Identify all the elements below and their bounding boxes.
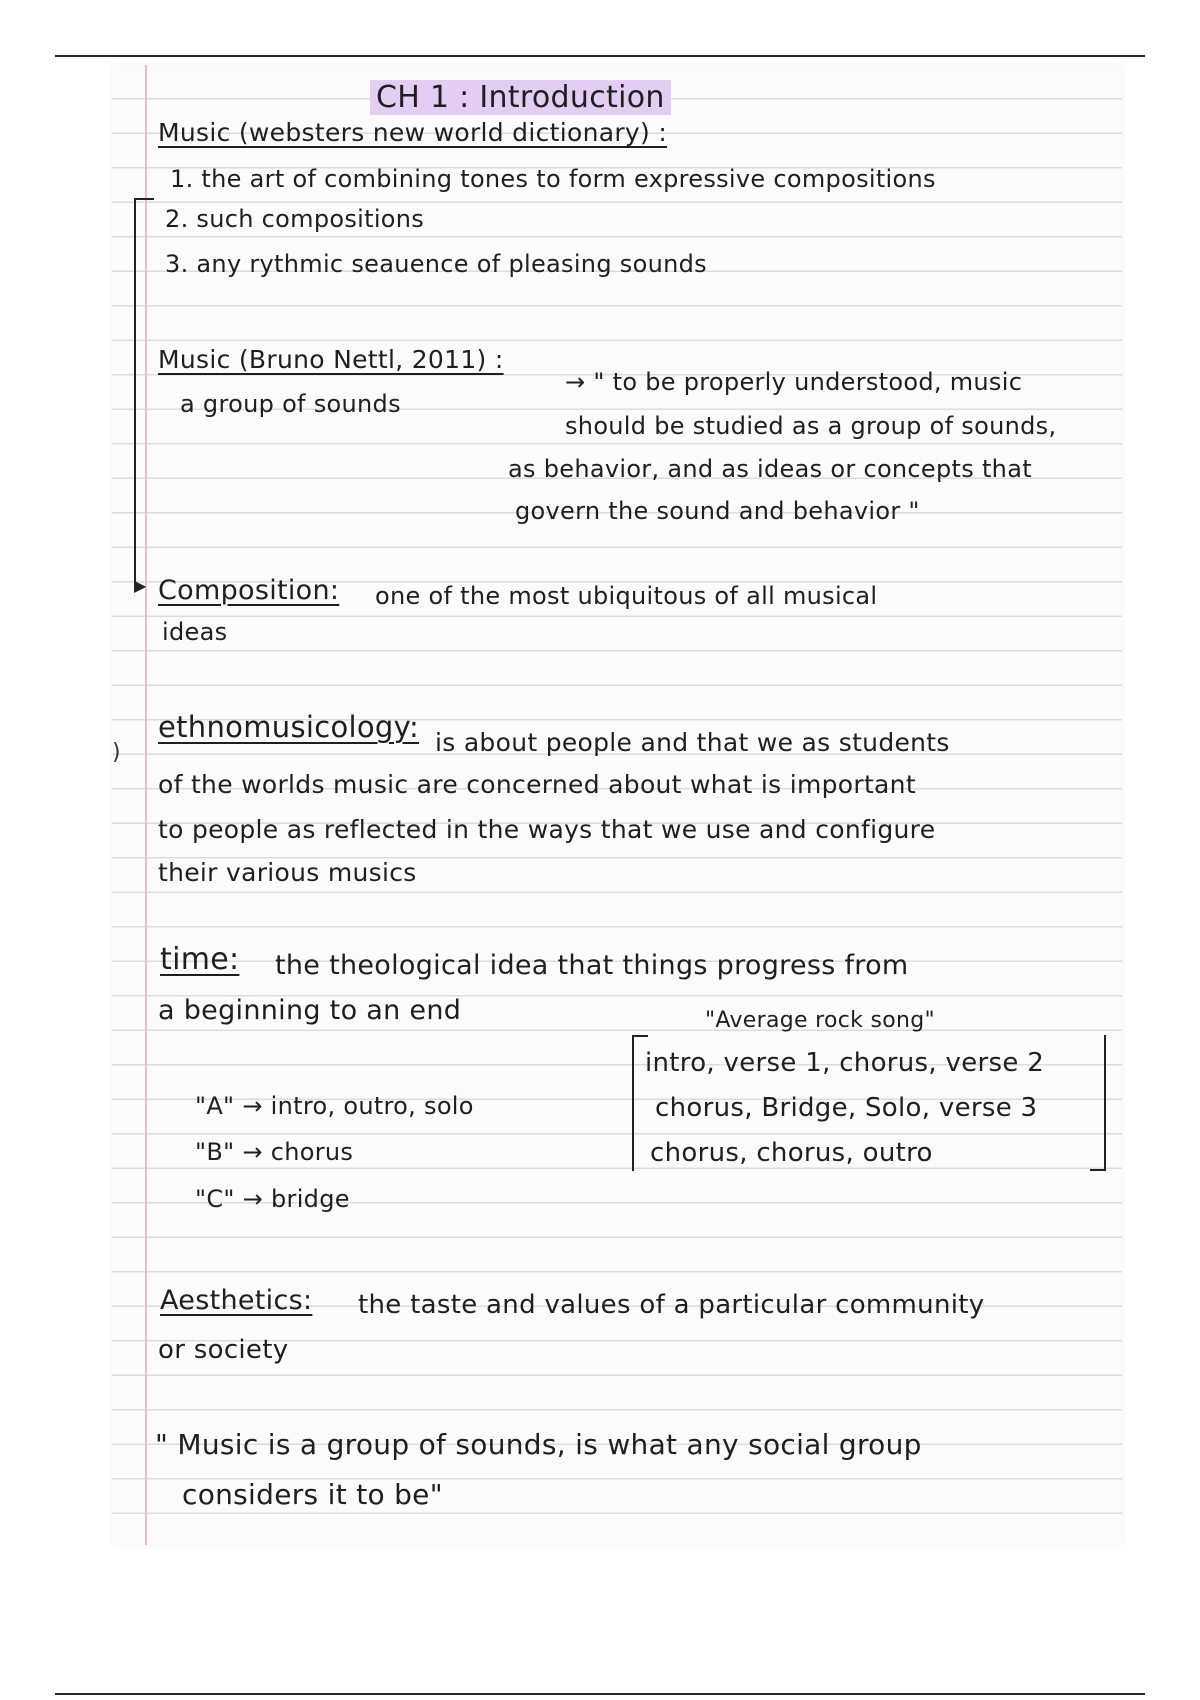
- ethno-line-2: of the worlds music are concerned about what is important: [158, 770, 916, 799]
- nettl-quote-line-3: as behavior, and as ideas or concepts that: [508, 455, 1032, 483]
- nettl-quote-line-1: → " to be properly understood, music: [565, 368, 1023, 396]
- song-line-1: intro, verse 1, chorus, verse 2: [645, 1048, 1045, 1078]
- stray-mark: ): [112, 740, 121, 765]
- composition-line-2: ideas: [162, 618, 228, 646]
- time-part-c: "C" → bridge: [195, 1185, 350, 1213]
- page-title: CH 1 : Introduction: [370, 80, 671, 115]
- time-part-a: "A" → intro, outro, solo: [195, 1092, 474, 1120]
- final-quote-line-1: " Music is a group of sounds, is what any social group: [155, 1428, 922, 1461]
- music-nettl-sub: a group of sounds: [180, 390, 401, 418]
- margin-line: [145, 65, 147, 1545]
- aesthetics-line-2: or society: [158, 1335, 289, 1365]
- bottom-rule: [55, 1693, 1145, 1695]
- aesthetics-line-1: the taste and values of a particular community: [358, 1290, 985, 1320]
- webster-item-1: 1. the art of combining tones to form expressive compositions: [170, 165, 936, 193]
- webster-item-3: 3. any rythmic seauence of pleasing sounds: [165, 250, 707, 278]
- music-webster-heading: Music (websters new world dictionary) :: [158, 118, 668, 147]
- final-quote-line-2: considers it to be": [182, 1478, 443, 1511]
- aesthetics-term: Aesthetics:: [160, 1285, 313, 1316]
- ethno-line-1: is about people and that we as students: [435, 728, 950, 757]
- time-line-2: a beginning to an end: [158, 995, 462, 1026]
- bracket-arrow-icon: ▶: [134, 576, 147, 595]
- composition-line-1: one of the most ubiquitous of all musical: [375, 582, 878, 610]
- nettl-quote-line-4: govern the sound and behavior ": [515, 497, 920, 525]
- song-line-3: chorus, chorus, outro: [650, 1138, 933, 1168]
- time-part-b: "B" → chorus: [195, 1138, 354, 1166]
- bracket-top: [134, 198, 154, 200]
- ethno-line-3: to people as reflected in the ways that we use and configure: [158, 815, 936, 844]
- ethno-line-4: their various musics: [158, 858, 417, 887]
- ethno-term: ethnomusicology:: [158, 710, 420, 744]
- webster-item-2: 2. such compositions: [165, 205, 425, 233]
- composition-term: Composition:: [158, 575, 340, 606]
- top-rule: [55, 55, 1145, 57]
- music-nettl-heading: Music (Bruno Nettl, 2011) :: [158, 345, 504, 374]
- song-title: "Average rock song": [705, 1008, 935, 1033]
- notebook-page: [112, 65, 1122, 1545]
- nettl-quote-line-2: should be studied as a group of sounds,: [565, 412, 1057, 440]
- song-line-2: chorus, Bridge, Solo, verse 3: [655, 1093, 1038, 1123]
- time-line-1: the theological idea that things progress from: [275, 950, 909, 981]
- bracket-line: [134, 198, 136, 586]
- time-term: time:: [160, 942, 240, 977]
